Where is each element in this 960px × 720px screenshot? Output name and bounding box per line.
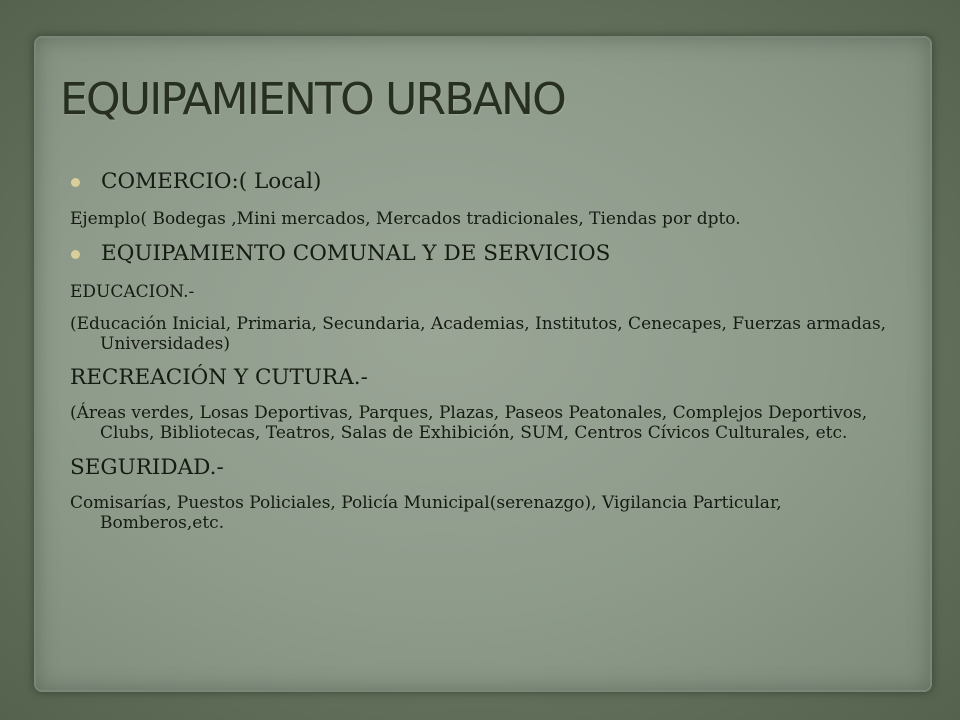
bullet-item-comercio <box>70 169 910 195</box>
recreacion-text: (Áreas verdes, Losas Deportivas, Parques, Plazas, Paseos Peatonales, Complejos Deportivos, Clubs, Bibliotecas, Teatros, Salas de Exhibición, SUM, Centros Cívicos Culturales, etc. <box>70 403 868 443</box>
bullet-item-comunal <box>70 241 910 267</box>
educacion-text: (Educación Inicial, Primaria, Secundaria, Academias, Institutos, Cenecapes, Fuerzas armadas, Universidades) <box>70 314 887 354</box>
slide-title: EQUIPAMIENTO URBANO <box>60 74 565 125</box>
slide-content <box>70 163 910 533</box>
recreacion-heading: RECREACIÓN Y CUTURA.- <box>70 365 368 390</box>
seguridad-heading: SEGURIDAD.- <box>70 455 224 480</box>
educacion-heading: EDUCACION.- <box>70 282 195 302</box>
bullet-dot-icon <box>71 178 80 187</box>
bullet-dot-icon <box>71 250 80 259</box>
bullet-label-comunal: EQUIPAMIENTO COMUNAL Y DE SERVICIOS <box>101 241 611 266</box>
bullet-label-comercio: COMERCIO:( Local) <box>101 169 322 194</box>
comercio-example-text: Ejemplo( Bodegas ,Mini mercados, Mercados tradicionales, Tiendas por dpto. <box>70 209 741 229</box>
seguridad-text: Comisarías, Puestos Policiales, Policía Municipal(serenazgo), Vigilancia Particular, Bomberos,etc. <box>70 493 782 533</box>
